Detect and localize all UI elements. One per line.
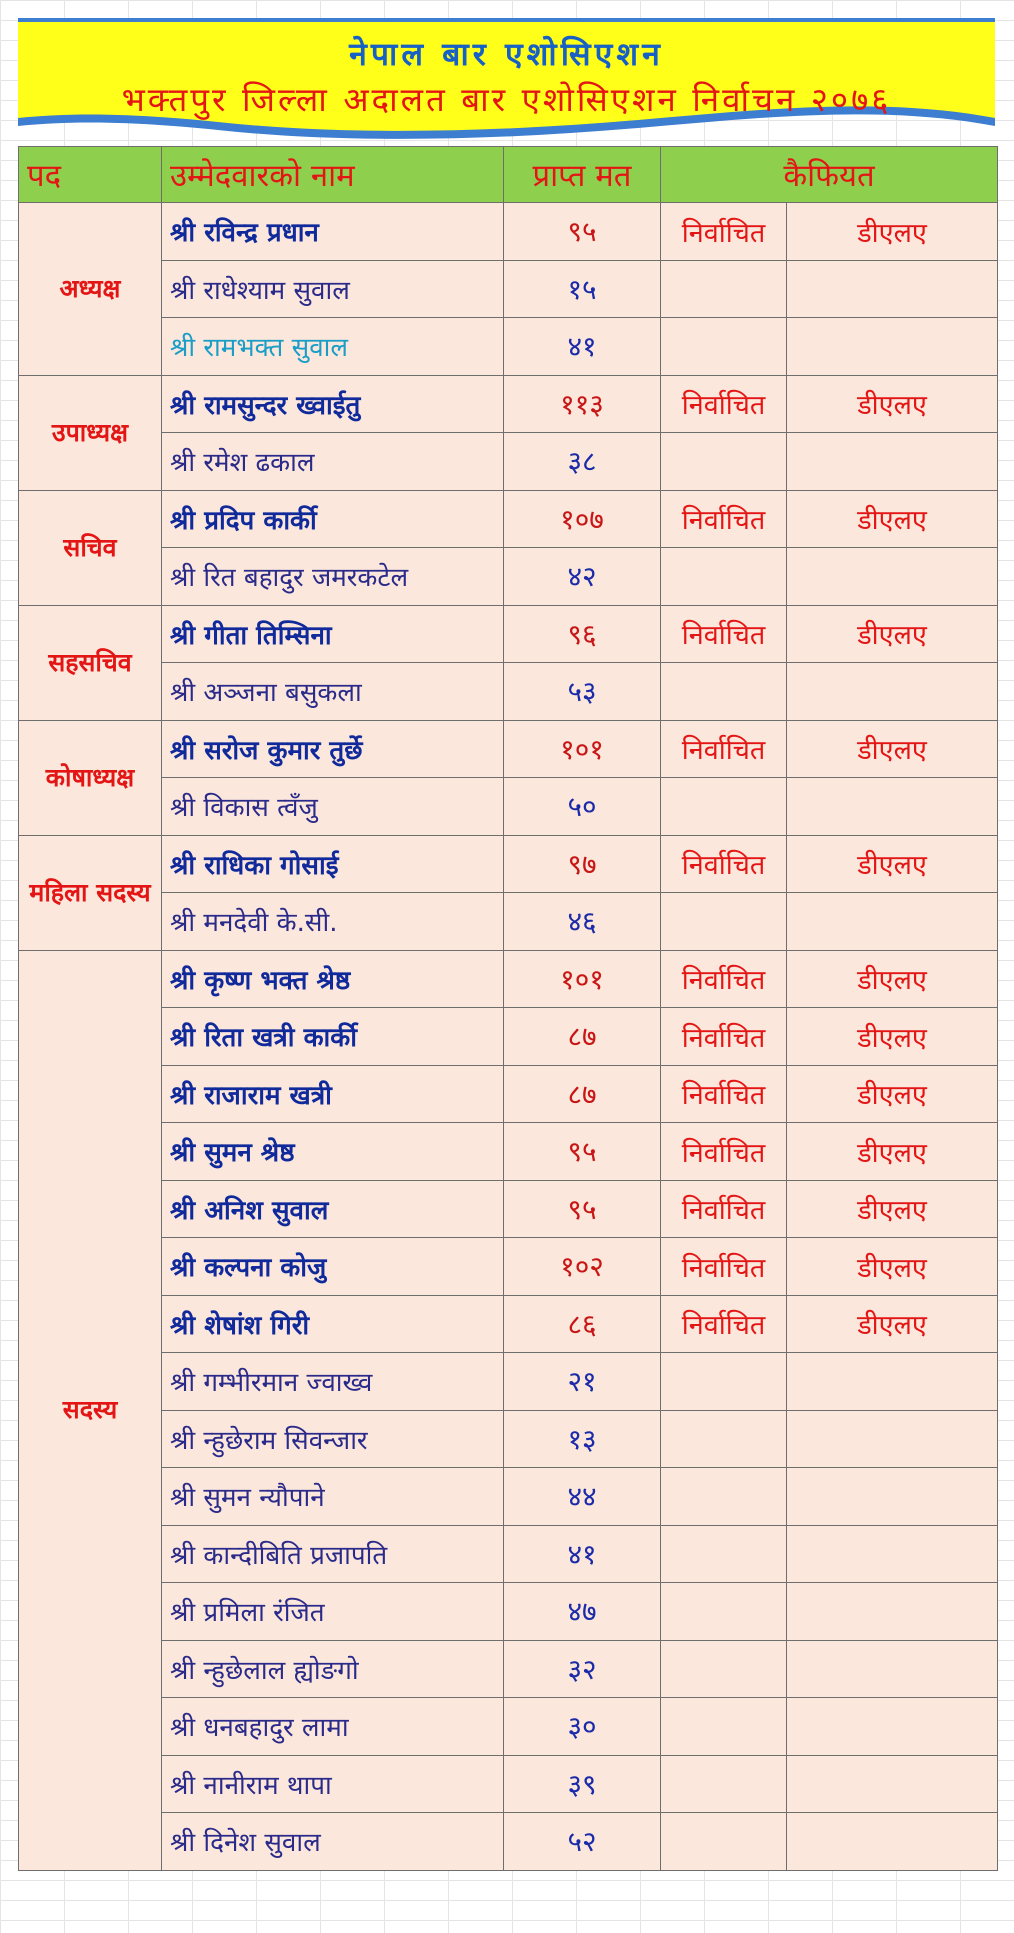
post-label: महिला सदस्य (19, 835, 162, 950)
candidate-name: श्री राजाराम खत्री (162, 1065, 504, 1123)
vote-count: ११३ (504, 375, 661, 433)
table-row (19, 1065, 998, 1123)
table-row (19, 260, 998, 318)
party-label: डीएलए (787, 1065, 998, 1123)
table-row (19, 605, 998, 663)
party-label: डीएलए (787, 375, 998, 433)
candidate-name: श्री रमेश ढकाल (162, 433, 504, 491)
vote-count: १०२ (504, 1238, 661, 1296)
candidate-name: श्री अञ्जना बसुकला (162, 663, 504, 721)
party-label (787, 1640, 998, 1698)
party-label: डीएलए (787, 1238, 998, 1296)
result-status: निर्वाचित (661, 1123, 787, 1181)
candidate-name: श्री अनिश सुवाल (162, 1180, 504, 1238)
party-label: डीएलए (787, 1123, 998, 1181)
candidate-name: श्री कल्पना कोजु (162, 1238, 504, 1296)
party-label (787, 1468, 998, 1526)
candidate-name: श्री रविन्द्र प्रधान (162, 203, 504, 261)
party-label (787, 1755, 998, 1813)
result-status (661, 1410, 787, 1468)
vote-count: ८७ (504, 1008, 661, 1066)
candidate-name: श्री सरोज कुमार तुर्छे (162, 720, 504, 778)
candidate-name: श्री रिता खत्री कार्की (162, 1008, 504, 1066)
candidate-name: श्री राधिका गोसाई (162, 835, 504, 893)
candidate-name: श्री सुमन श्रेष्ठ (162, 1123, 504, 1181)
column-header-remark: कैफियत (661, 147, 998, 203)
result-status: निर्वाचित (661, 835, 787, 893)
results-table (18, 146, 998, 1871)
table-row (19, 203, 998, 261)
table-row (19, 1813, 998, 1871)
candidate-name: श्री शेषांश गिरी (162, 1295, 504, 1353)
post-label: उपाध्यक्ष (19, 375, 162, 490)
result-status (661, 1583, 787, 1641)
table-row (19, 663, 998, 721)
candidate-name: श्री प्रमिला रंजित (162, 1583, 504, 1641)
vote-count: ४४ (504, 1468, 661, 1526)
result-status (661, 1640, 787, 1698)
party-label (787, 318, 998, 376)
vote-count: ९५ (504, 1123, 661, 1181)
table-row (19, 1008, 998, 1066)
table-row (19, 893, 998, 951)
party-label (787, 1813, 998, 1871)
result-status: निर्वाचित (661, 720, 787, 778)
vote-count: ९७ (504, 835, 661, 893)
vote-count: ८७ (504, 1065, 661, 1123)
results-body (19, 203, 998, 1871)
result-status: निर्वाचित (661, 203, 787, 261)
result-status (661, 1525, 787, 1583)
candidate-name: श्री गम्भीरमान ज्वाख्व (162, 1353, 504, 1411)
table-row (19, 1755, 998, 1813)
result-status (661, 1353, 787, 1411)
vote-count: ४१ (504, 1525, 661, 1583)
organization-title: नेपाल बार एशोसिएशन (349, 35, 664, 73)
post-label: सचिव (19, 490, 162, 605)
candidate-name: श्री कान्दीबिति प्रजापति (162, 1525, 504, 1583)
result-status (661, 1468, 787, 1526)
candidate-name: श्री राधेश्याम सुवाल (162, 260, 504, 318)
column-header-post: पद (19, 147, 162, 203)
result-status: निर्वाचित (661, 1238, 787, 1296)
table-row (19, 1525, 998, 1583)
party-label (787, 1353, 998, 1411)
vote-count: १३ (504, 1410, 661, 1468)
candidate-name: श्री रामसुन्दर ख्वाईतु (162, 375, 504, 433)
party-label (787, 1410, 998, 1468)
party-label: डीएलए (787, 1295, 998, 1353)
candidate-name: श्री नानीराम थापा (162, 1755, 504, 1813)
result-status (661, 778, 787, 836)
result-status: निर्वाचित (661, 1008, 787, 1066)
table-row (19, 433, 998, 491)
table-row (19, 318, 998, 376)
vote-count: २१ (504, 1353, 661, 1411)
table-row (19, 375, 998, 433)
result-status: निर्वाचित (661, 1295, 787, 1353)
table-row (19, 548, 998, 606)
post-label: अध्यक्ष (19, 203, 162, 376)
vote-count: १०७ (504, 490, 661, 548)
vote-count: १५ (504, 260, 661, 318)
vote-count: ३० (504, 1698, 661, 1756)
table-row (19, 1583, 998, 1641)
header-banner (18, 18, 995, 146)
candidate-name: श्री रामभक्त सुवाल (162, 318, 504, 376)
result-status: निर्वाचित (661, 950, 787, 1008)
column-header-candidate: उम्मेदवारको नाम (162, 147, 504, 203)
vote-count: ३९ (504, 1755, 661, 1813)
table-row (19, 1295, 998, 1353)
result-status: निर्वाचित (661, 1180, 787, 1238)
party-label: डीएलए (787, 950, 998, 1008)
candidate-name: श्री रित बहादुर जमरकटेल (162, 548, 504, 606)
candidate-name: श्री गीता तिम्सिना (162, 605, 504, 663)
table-row (19, 1410, 998, 1468)
party-label: डीएलए (787, 1008, 998, 1066)
vote-count: ५२ (504, 1813, 661, 1871)
result-status: निर्वाचित (661, 1065, 787, 1123)
candidate-name: श्री धनबहादुर लामा (162, 1698, 504, 1756)
vote-count: ३२ (504, 1640, 661, 1698)
vote-count: ४२ (504, 548, 661, 606)
candidate-name: श्री सुमन न्यौपाने (162, 1468, 504, 1526)
party-label (787, 548, 998, 606)
result-status (661, 260, 787, 318)
vote-count: ५० (504, 778, 661, 836)
party-label: डीएलए (787, 1180, 998, 1238)
candidate-name: श्री दिनेश सुवाल (162, 1813, 504, 1871)
result-status: निर्वाचित (661, 605, 787, 663)
candidate-name: श्री न्हुछेराम सिवन्जार (162, 1410, 504, 1468)
table-row (19, 490, 998, 548)
table-row (19, 1238, 998, 1296)
party-label (787, 1698, 998, 1756)
table-row (19, 1180, 998, 1238)
table-row (19, 1468, 998, 1526)
party-label: डीएलए (787, 203, 998, 261)
party-label: डीएलए (787, 490, 998, 548)
table-row (19, 778, 998, 836)
party-label (787, 1525, 998, 1583)
candidate-name: श्री प्रदिप कार्की (162, 490, 504, 548)
party-label: डीएलए (787, 605, 998, 663)
table-row (19, 1640, 998, 1698)
table-header-row (19, 147, 998, 203)
result-status (661, 893, 787, 951)
result-status (661, 318, 787, 376)
vote-count: ९६ (504, 605, 661, 663)
vote-count: १०१ (504, 950, 661, 1008)
vote-count: ३८ (504, 433, 661, 491)
table-row (19, 1698, 998, 1756)
party-label (787, 1583, 998, 1641)
result-status (661, 1813, 787, 1871)
result-status (661, 433, 787, 491)
vote-count: ८६ (504, 1295, 661, 1353)
party-label (787, 778, 998, 836)
vote-count: १०१ (504, 720, 661, 778)
party-label (787, 663, 998, 721)
table-row (19, 950, 998, 1008)
candidate-name: श्री मनदेवी के.सी. (162, 893, 504, 951)
table-row (19, 835, 998, 893)
vote-count: ९५ (504, 203, 661, 261)
vote-count: ४७ (504, 1583, 661, 1641)
result-status (661, 1755, 787, 1813)
party-label: डीएलए (787, 835, 998, 893)
party-label (787, 433, 998, 491)
election-title: भक्तपुर जिल्ला अदालत बार एशोसिएशन निर्वाचन २०७६ (121, 80, 892, 119)
table-row (19, 1123, 998, 1181)
result-status (661, 1698, 787, 1756)
post-label: सहसचिव (19, 605, 162, 720)
vote-count: ४१ (504, 318, 661, 376)
vote-count: ९५ (504, 1180, 661, 1238)
post-label: सदस्य (19, 950, 162, 1870)
post-label: कोषाध्यक्ष (19, 720, 162, 835)
candidate-name: श्री विकास त्वँजु (162, 778, 504, 836)
party-label: डीएलए (787, 720, 998, 778)
party-label (787, 893, 998, 951)
result-status: निर्वाचित (661, 375, 787, 433)
table-row (19, 720, 998, 778)
candidate-name: श्री कृष्ण भक्त श्रेष्ठ (162, 950, 504, 1008)
result-status (661, 548, 787, 606)
result-status: निर्वाचित (661, 490, 787, 548)
table-row (19, 1353, 998, 1411)
vote-count: ५३ (504, 663, 661, 721)
candidate-name: श्री न्हुछेलाल ह्योङगो (162, 1640, 504, 1698)
party-label (787, 260, 998, 318)
column-header-votes: प्राप्त मत (504, 147, 661, 203)
vote-count: ४६ (504, 893, 661, 951)
result-status (661, 663, 787, 721)
